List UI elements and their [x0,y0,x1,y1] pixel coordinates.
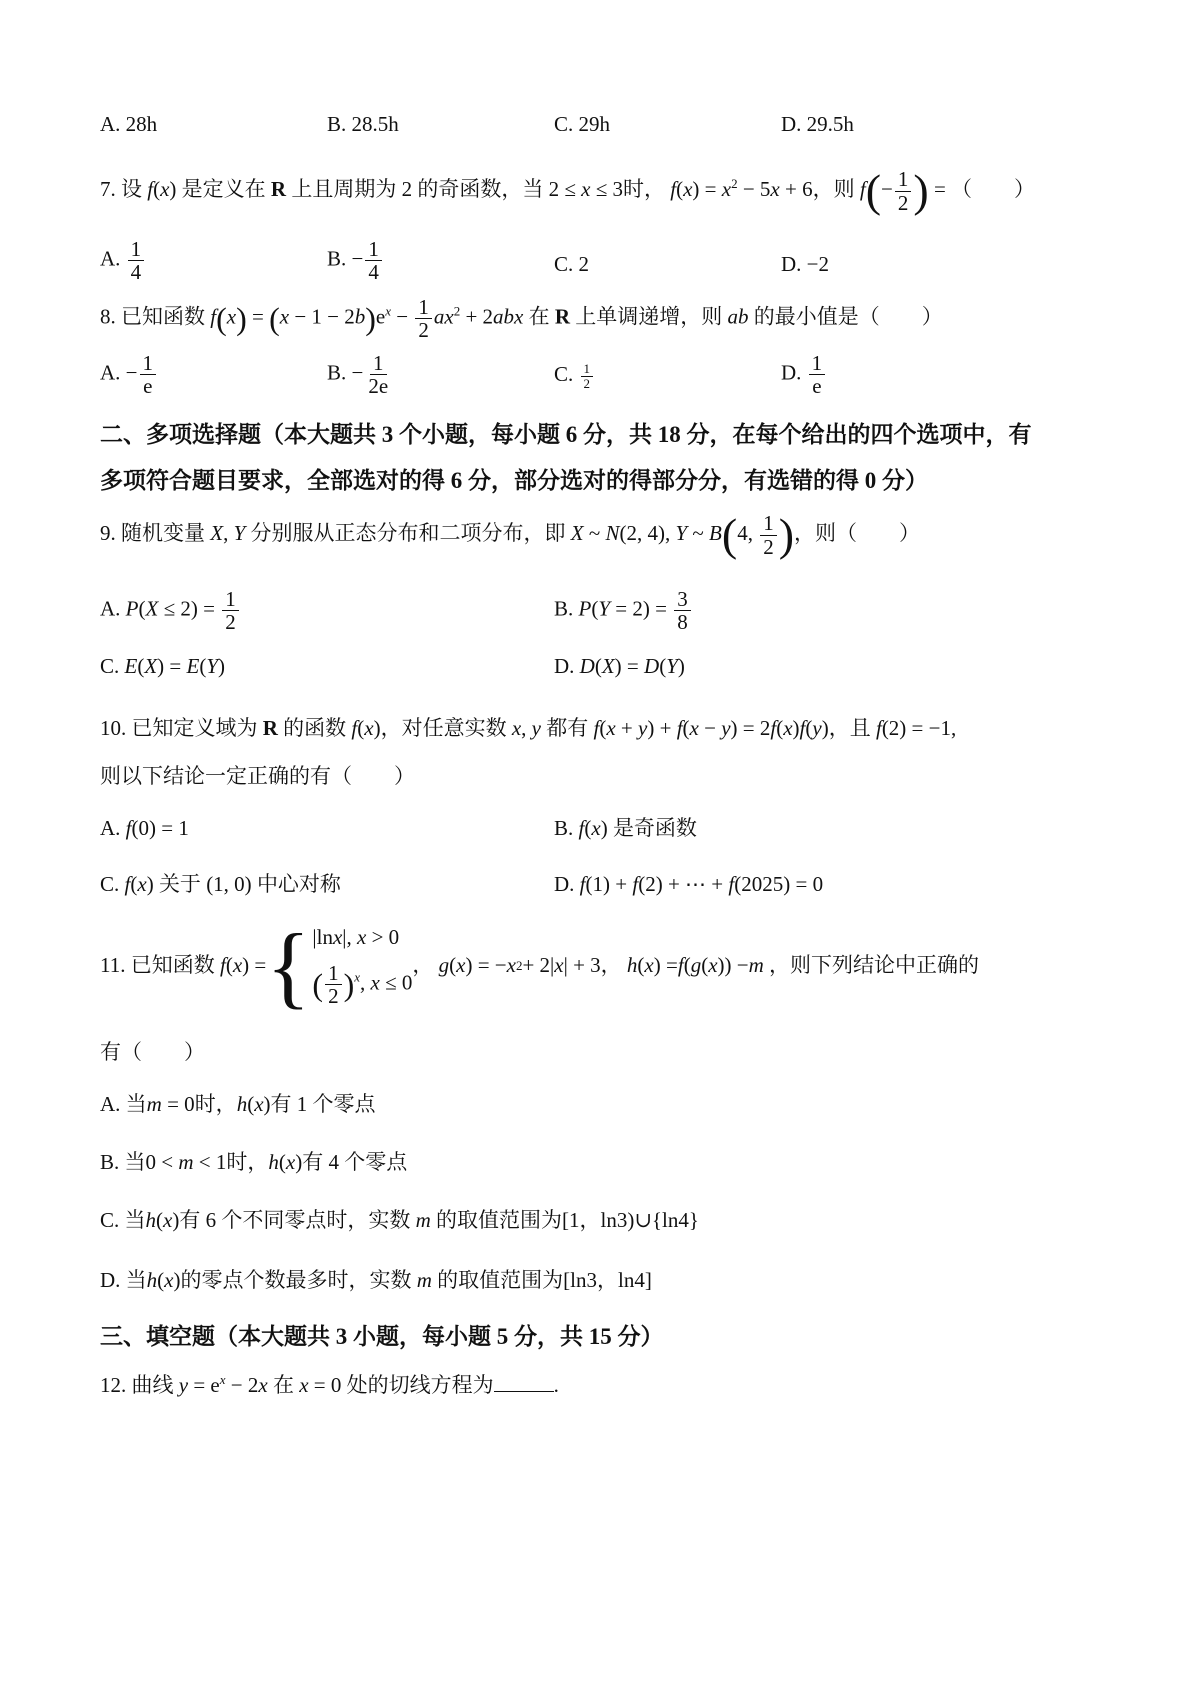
q7-option-d[interactable]: D. −2 [781,252,830,276]
q7-label: 7. 设 [100,176,142,201]
q7-option-c[interactable]: C. 2 [554,252,590,276]
q10-option-d[interactable]: D. f(1) + f(2) + ⋯ + f(2025) = 0 [554,872,824,896]
question-11: 11. 已知函数 f ( x ) = { |lnx|, x > 0 ( $\frac{1}{2}$ )$^x$, x ≤ 0 ， g ( x ) = − x 2 + 2| x | + 3 ， h ( x ) = f ( g ( x )) − m ，则下列结论中正确的 [100,915,980,1017]
q6-option-b[interactable]: B. 28.5h [327,112,399,136]
question-11-line2: 有（ ） [100,1040,205,1064]
q11-option-a[interactable]: A. 当m = 0时，h(x)有 1 个零点 [100,1092,376,1116]
question-9: 9. 随机变量 X, Y 分别服从正态分布和二项分布，即 X ~ N(2, 4), Y ~ B(4, $\frac{1}{2}$ )，则（ ） [100,509,921,560]
q7-option-a[interactable]: A. $\frac{1}{4}$ [100,238,146,283]
question-10: 10. 已知定义域为 R 的函数 f(x)，对任意实数 x, y 都有 f(x + y) + f(x − y) = 2f(x)f(y)，且 f(2) = −1, [100,716,957,740]
section-3-title: 三、填空题（本大题共 3 小题，每小题 5 分，共 15 分） [100,1324,664,1349]
q9-option-d[interactable]: D. D(X) = D(Y) [554,654,685,678]
q6-option-a[interactable]: A. 28h [100,112,158,136]
section-2-title-line2: 多项符合题目要求，全部选对的得 6 分，部分选对的得部分分，有选错的得 0 分） [100,468,928,493]
q6-option-c[interactable]: C. 29h [554,112,611,136]
question-10-line2: 则以下结论一定正确的有（ ） [100,764,415,788]
q8-option-b[interactable]: B. − $\frac{1}{2e}$ [327,351,389,399]
q11-option-b[interactable]: B. 当0 < m < 1时，h(x)有 4 个零点 [100,1150,408,1174]
q10-option-a[interactable]: A. f(0) = 1 [100,816,189,840]
q10-option-c[interactable]: C. f(x) 关于 (1, 0) 中心对称 [100,872,341,896]
q9-option-a[interactable]: A. P(X ≤ 2) = $\frac{1}{2}$ [100,588,241,633]
q8-option-a[interactable]: A. − $\frac{1}{e}$ [100,352,158,397]
q11-option-c[interactable]: C. 当h(x)有 6 个不同零点时，实数 m 的取值范围为[1，ln3)∪{ln4} [100,1208,699,1232]
q8-option-c[interactable]: C. $\frac{1}{2}$ [554,362,595,390]
q9-option-c[interactable]: C. E(X) = E(Y) [100,654,226,678]
section-2-title-line1: 二、多项选择题（本大题共 3 个小题，每小题 6 分，共 18 分，在每个给出的四个选项中，有 [100,422,1032,447]
q7-option-b[interactable]: B. − $\frac{1}{4}$ [327,238,384,283]
q8-option-d[interactable]: D. $\frac{1}{e}$ [781,352,827,397]
q10-option-b[interactable]: B. f(x) 是奇函数 [554,816,697,840]
q11-option-d[interactable]: D. 当h(x)的零点个数最多时，实数 m 的取值范围为[ln3，ln4] [100,1268,652,1292]
question-7: 7. 设 f(x) 是定义在 R 上且周期为 2 的奇函数，当 2 ≤ x ≤ 3时， $f(x) = x^2 - 5x + 6$，则 f(− $\frac{1}{2}$ ) = （ ） [100,165,1036,216]
question-8: 8. 已知函数 $f(x) = (x - 1 - 2b)e^x$ − $\frac{1}{2}$ $ax^2 + 2abx$ 在 R 上单调递增，则 ab 的最小值是（ ） [100,295,943,343]
answer-blank[interactable] [494,1370,554,1392]
q9-option-b[interactable]: B. P(Y = 2) = $\frac{3}{8}$ [554,588,693,633]
q6-option-d[interactable]: D. 29.5h [781,112,854,136]
question-12: 12. 曲线 $y = e^x - 2x$ 在 x = 0 处的切线方程为 . [100,1372,559,1397]
